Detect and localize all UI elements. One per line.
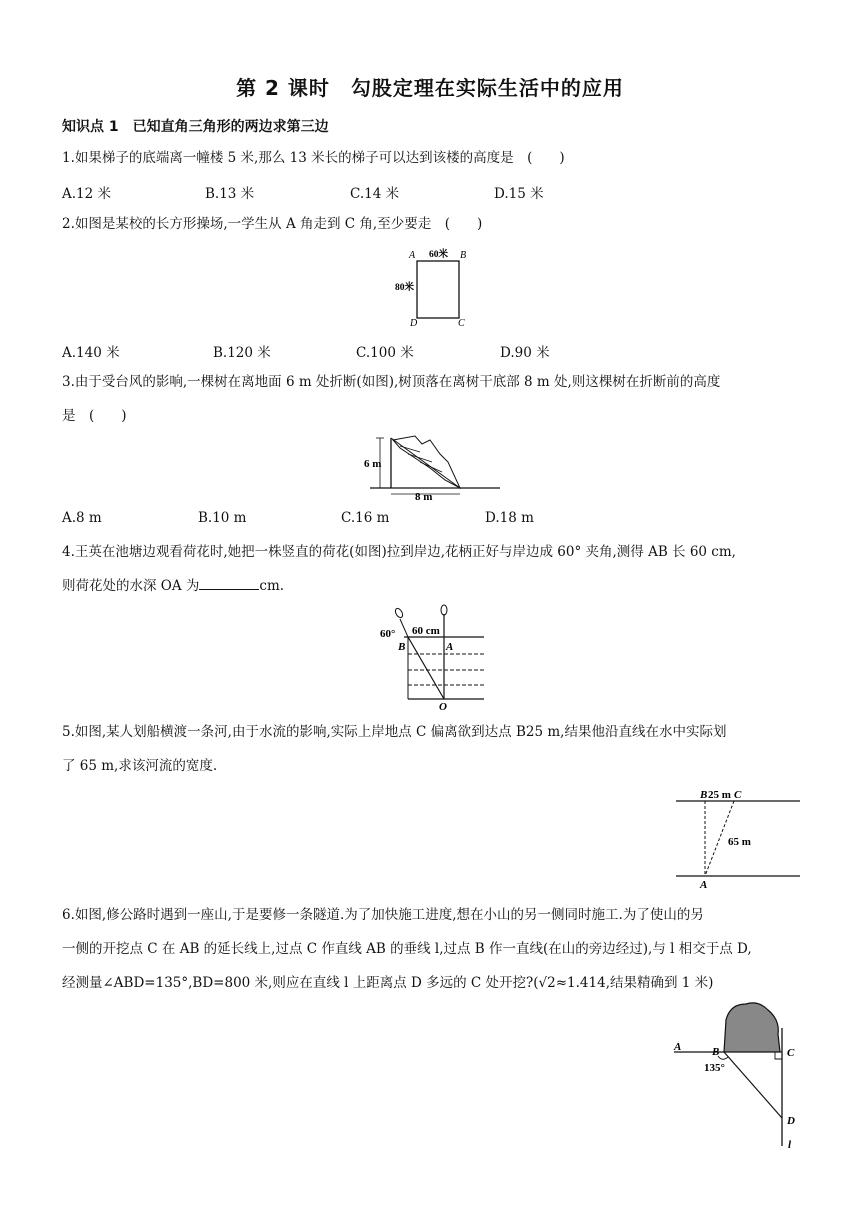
answer-blank[interactable] (199, 575, 259, 590)
q2-label-B: B (460, 250, 467, 261)
q6-angle-label: 135° (704, 1062, 725, 1074)
q6-label-B: B (712, 1046, 720, 1058)
q3-option-d: D.18 m (485, 510, 534, 526)
q2-label-top: 60米 (429, 250, 449, 260)
q5-label-B: B (700, 789, 708, 801)
q1-option-b: B.13 米 (205, 186, 255, 202)
q3-height-label: 6 m (364, 458, 382, 470)
q3-option-b: B.10 m (198, 510, 247, 526)
q6-label-D: D (787, 1115, 795, 1127)
q5-diag-label: 65 m (728, 836, 751, 848)
question-1: 1.如果梯子的底端离一幢楼 5 米,那么 13 米长的梯子可以达到该楼的高度是 ( ) (62, 150, 565, 166)
question-4-line-2 (62, 570, 802, 602)
section-heading: 知识点 1 已知直角三角形的两边求第三边 (62, 119, 329, 135)
q1-option-c: C.14 米 (350, 186, 400, 202)
q5-label-C: C (734, 789, 742, 801)
q4-text-suffix: cm. (259, 578, 285, 594)
q6-figure (668, 998, 808, 1154)
q4-label-O: O (439, 701, 447, 710)
q2-label-D: D (410, 318, 418, 329)
q2-option-a: A.140 米 (62, 345, 120, 361)
q6-label-A: A (674, 1041, 682, 1053)
question-3-line-2: 是 ( ) (62, 408, 127, 424)
q2-label-C: C (458, 318, 465, 329)
q2-option-c: C.100 米 (356, 345, 414, 361)
q4-figure (378, 604, 488, 710)
q4-text-prefix: 则荷花处的水深 OA 为 (62, 578, 200, 594)
q3-figure (360, 432, 505, 504)
q6-label-l: l (788, 1139, 792, 1151)
q3-base-label: 8 m (415, 491, 433, 503)
question-6-line-2: 一侧的开挖点 C 在 AB 的延长线上,过点 C 作直线 AB 的垂线 l,过点 B 作一直线(在山的旁边经过),与 l 相交于点 D, (62, 941, 752, 957)
q5-figure (672, 786, 804, 890)
q3-option-a: A.8 m (62, 510, 102, 526)
question-5-line-2: 了 65 m,求该河流的宽度. (62, 758, 218, 774)
q6-label-C: C (787, 1047, 795, 1059)
question-6-line-3: 经测量∠ABD=135°,BD=800 米,则应在直线 l 上距离点 D 多远的 C 处开挖?(√2≈1.414,结果精确到 1 米) (62, 975, 714, 991)
page-title: 第 2 课时 勾股定理在实际生活中的应用 (236, 76, 624, 100)
q3-option-c: C.16 m (341, 510, 390, 526)
q1-option-a: A.12 米 (62, 186, 112, 202)
question-3-line-1: 3.由于受台风的影响,一棵树在离地面 6 m 处折断(如图),树顶落在离树干底部 8 m 处,则这棵树在折断前的高度 (62, 374, 721, 390)
q4-len-label: 60 cm (412, 625, 440, 637)
question-6-line-1: 6.如图,修公路时遇到一座山,于是要修一条隧道.为了加快施工进度,想在小山的另一侧同时施工.为了使山的另 (62, 907, 704, 923)
q2-figure (385, 244, 475, 332)
q2-option-d: D.90 米 (500, 345, 550, 361)
question-5-line-1: 5.如图,某人划船横渡一条河,由于水流的影响,实际上岸地点 C 偏离欲到达点 B25 m,结果他沿直线在水中实际划 (62, 724, 727, 740)
question-2: 2.如图是某校的长方形操场,一学生从 A 角走到 C 角,至少要走 ( ) (62, 216, 483, 232)
q2-label-left: 80米 (395, 283, 415, 293)
q4-label-A: A (446, 641, 454, 653)
question-4-line-1: 4.王英在池塘边观看荷花时,她把一株竖直的荷花(如图)拉到岸边,花柄正好与岸边成 60° 夹角,测得 AB 长 60 cm, (62, 544, 736, 560)
q5-top-label: 25 m (708, 789, 731, 801)
q4-angle-label: 60° (380, 628, 396, 640)
q2-label-A: A (409, 250, 416, 261)
q4-label-B: B (398, 641, 406, 653)
q5-label-A: A (700, 879, 708, 890)
q1-option-d: D.15 米 (494, 186, 544, 202)
q2-option-b: B.120 米 (213, 345, 271, 361)
